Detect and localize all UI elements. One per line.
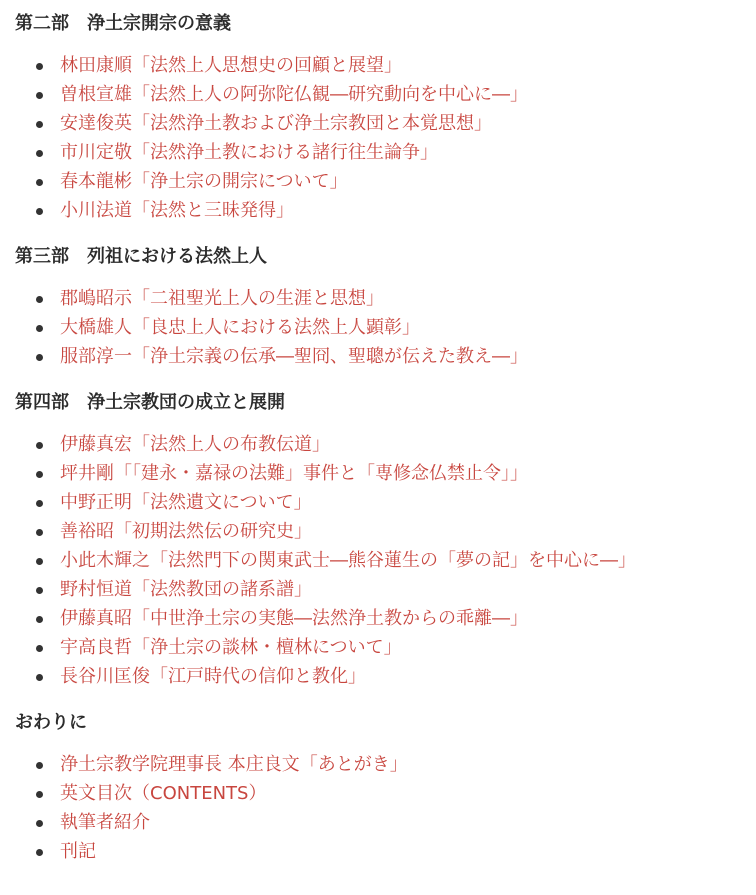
list-item: [15, 196, 756, 225]
bullet-icon: [36, 442, 43, 449]
list-item: [15, 167, 756, 196]
list-item: [15, 779, 756, 808]
section-heading: 第四部 浄土宗教団の成立と展開: [15, 392, 285, 413]
chapter-link[interactable]: 伊藤真昭「中世浄土宗の実態―法然浄土教からの乖離―」: [60, 608, 528, 629]
section-list: [15, 51, 756, 225]
section-heading: 第三部 列祖における法然上人: [15, 246, 267, 267]
chapter-link[interactable]: 英文目次（CONTENTS）: [60, 783, 267, 804]
chapter-link[interactable]: 野村恒道「法然教団の諸系譜」: [60, 579, 312, 600]
section-heading: 第二部 浄土宗開宗の意義: [15, 13, 231, 34]
list-item: [15, 604, 756, 633]
bullet-icon: [36, 354, 43, 361]
bullet-icon: [36, 820, 43, 827]
list-item: [15, 662, 756, 691]
list-item: [15, 284, 756, 313]
chapter-link[interactable]: 大橋雄人「良忠上人における法然上人顕彰」: [60, 317, 420, 338]
section-heading: おわりに: [15, 712, 87, 733]
list-item: [15, 138, 756, 167]
chapter-link[interactable]: 善裕昭「初期法然伝の研究史」: [60, 521, 312, 542]
bullet-icon: [36, 179, 43, 186]
chapter-link[interactable]: 林田康順「法然上人思想史の回顧と展望」: [60, 55, 402, 76]
list-item: [15, 808, 756, 837]
chapter-link[interactable]: 小川法道「法然と三昧発得」: [60, 200, 294, 221]
list-item: [15, 342, 756, 371]
list-item: [15, 313, 756, 342]
section-list: [15, 430, 756, 691]
bullet-icon: [36, 296, 43, 303]
bullet-icon: [36, 762, 43, 769]
list-item: [15, 837, 756, 866]
chapter-link[interactable]: 坪井剛「「建永・嘉禄の法難」事件と「専修念仏禁止令」」: [60, 463, 528, 484]
bullet-icon: [36, 121, 43, 128]
chapter-link[interactable]: 春本龍彬「浄土宗の開宗について」: [60, 171, 348, 192]
bullet-icon: [36, 208, 43, 215]
section-list: [15, 750, 756, 866]
chapter-link[interactable]: 伊藤真宏「法然上人の布教伝道」: [60, 434, 330, 455]
list-item: [15, 488, 756, 517]
list-item: [15, 575, 756, 604]
chapter-link[interactable]: 中野正明「法然遺文について」: [60, 492, 312, 513]
bullet-icon: [36, 63, 43, 70]
chapter-link[interactable]: 浄土宗教学院理事長 本庄良文「あとがき」: [60, 754, 408, 775]
list-item: [15, 430, 756, 459]
bullet-icon: [36, 645, 43, 652]
bullet-icon: [36, 616, 43, 623]
chapter-link[interactable]: 安達俊英「法然浄土教および浄土宗教団と本覚思想」: [60, 113, 492, 134]
chapter-link[interactable]: 服部淳一「浄土宗義の伝承―聖冏、聖聰が伝えた教え―」: [60, 346, 528, 367]
chapter-link[interactable]: 郡嶋昭示「二祖聖光上人の生涯と思想」: [60, 288, 384, 309]
section-list: [15, 284, 756, 371]
chapter-link[interactable]: 曽根宣雄「法然上人の阿弥陀仏観―研究動向を中心に―」: [60, 84, 528, 105]
list-item: [15, 517, 756, 546]
bullet-icon: [36, 471, 43, 478]
bullet-icon: [36, 791, 43, 798]
list-item: [15, 80, 756, 109]
bullet-icon: [36, 150, 43, 157]
list-item: [15, 750, 756, 779]
bullet-icon: [36, 92, 43, 99]
chapter-link[interactable]: 刊記: [60, 841, 96, 862]
list-item: [15, 633, 756, 662]
list-item: [15, 459, 756, 488]
bullet-icon: [36, 674, 43, 681]
list-item: [15, 109, 756, 138]
bullet-icon: [36, 849, 43, 856]
bullet-icon: [36, 529, 43, 536]
bullet-icon: [36, 558, 43, 565]
chapter-link[interactable]: 執筆者紹介: [60, 812, 150, 833]
list-item: [15, 51, 756, 80]
bullet-icon: [36, 587, 43, 594]
chapter-link[interactable]: 市川定敬「法然浄土教における諸行往生論争」: [60, 142, 438, 163]
list-item: [15, 546, 756, 575]
bullet-icon: [36, 500, 43, 507]
chapter-link[interactable]: 長谷川匡俊「江戸時代の信仰と教化」: [60, 666, 366, 687]
bullet-icon: [36, 325, 43, 332]
chapter-link[interactable]: 小此木輝之「法然門下の関東武士―熊谷蓮生の「夢の記」を中心に―」: [60, 550, 636, 571]
chapter-link[interactable]: 宇高良哲「浄土宗の談林・檀林について」: [60, 637, 402, 658]
